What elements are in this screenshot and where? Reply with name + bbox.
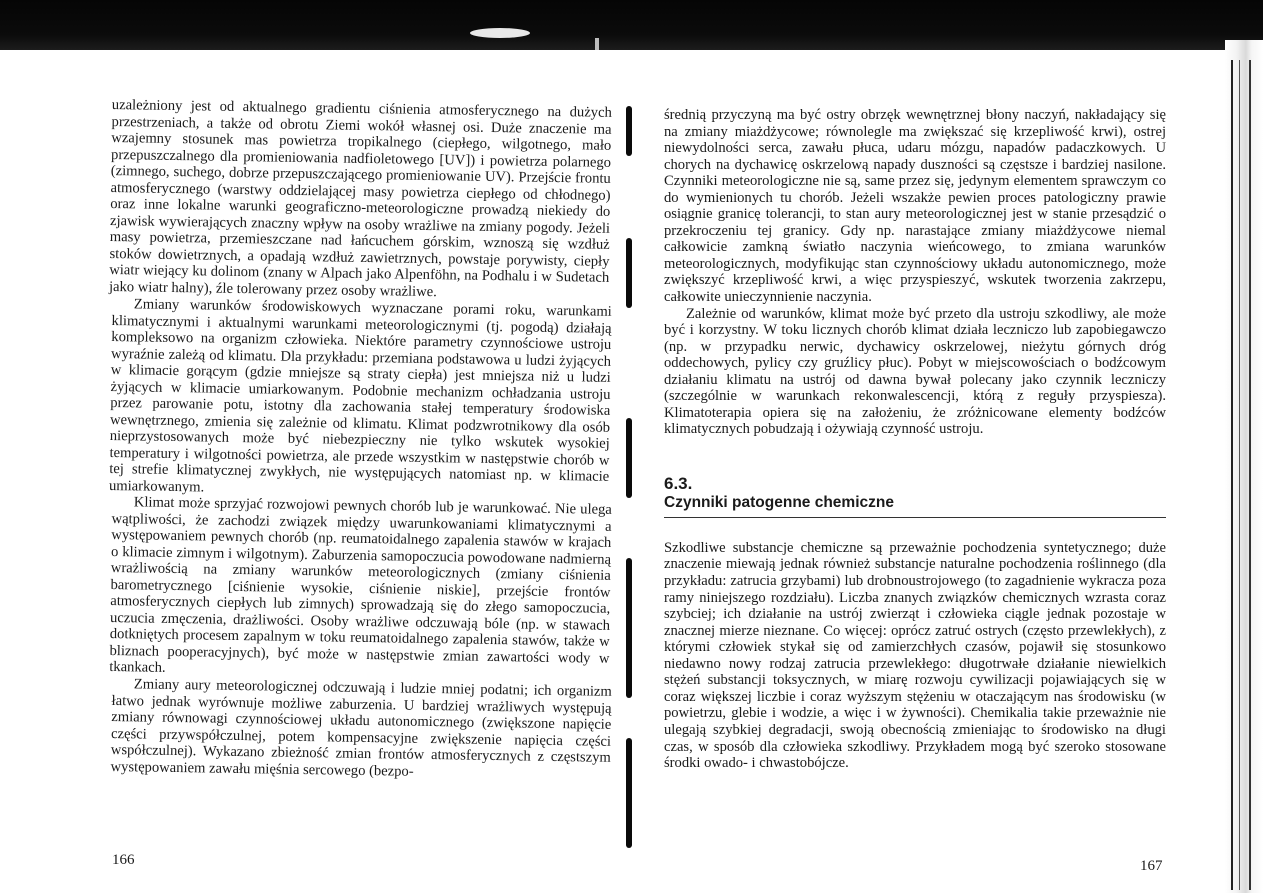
scan-tick xyxy=(595,38,599,50)
spine-mark xyxy=(626,106,632,156)
section-number: 6.3. xyxy=(664,473,693,493)
right-paragraph-3: Szkodliwe substancje chemiczne są przeważnie pochodzenia syntetycznego; duże znaczenie miewają jednak również substancje naturalne pochodzenia roślinnego (dla przykładu: zatrucia grzybami) lub drobnoustrojowego (to zagadnienie wykracza poza ramy niniejszego rozdziału). Liczba znanych związków chemicznych wzrasta coraz szybciej; ich działanie na ustrój zwierząt i człowieka ciągle jednak pozostaje w znacznej mierze nieznane. Co więcej: oprócz zatruć ostrych (często przewlekłych), z którymi człowiek stykał się od zamierzchłych czasów, pojawił się stosunkowo niedawno nowy rodzaj zatrucia przewlekłego: długotrwałe działanie niewielkich stężeń substancji toksycznych, w miarę rozwoju cywilizacji pojawiających się w coraz większej liczbie i coraz wyższym stężeniu w otaczającym nas środowisku (w powietrzu, glebie i wodzie, a więc i w żywności). Chemikalia takie przeważnie nie ulegają szybkiej degradacji, swoją obecnością zmieniając to środowisko na długi czas, w sposób dla człowieka szkodliwy. Przykładem mogą być szeroko stosowane środki owado- i chwastobójcze. xyxy=(664,539,1166,772)
spine-mark xyxy=(626,558,632,698)
left-paragraph-4: Zmiany aury meteorologicznej odczuwają i ludzie mniej podatni; ich organizm łatwo jednak wyrównuje możliwe zaburzenia. U bardziej wrażliwych występują zmiany równowagi czynnościowej układu autonomicznego (zwiększone napięcie części przywspółczulnej, potem kompensacyjne zwiększenie napięcia części współczulnej). Wykazano zbieżność zmian frontów atmosferycznych z częstszym występowaniem zawału mięśnia sercowego (bezpo- xyxy=(110,676,612,780)
edge-line xyxy=(1239,60,1240,890)
spine-mark xyxy=(626,238,632,308)
right-paragraph-2: Zależnie od warunków, klimat może być przeto dla ustroju szkodliwy, ale może być i korzystny. W toku licznych chorób klimat działa leczniczo lub zapobiegawczo (np. w przypadku nerwic, dychawicy oskrzelowej, nieżytu górnych dróg oddechowych, pylicy czy gruźlicy płuc). Pobyt w miejscowościach o bodźcowym działaniu klimatu na ustrój od dawna bywał polecany jako czynnik leczniczy (szczególnie w warunkach rekonwalescencji, którą z reguły przyspiesza). Klimatoterapia opiera się na założeniu, że zróżnicowane elementy bodźców klimatycznych pobudzają i ożywiają czynność ustroju. xyxy=(664,305,1166,438)
left-paragraph-3: Klimat może sprzyjać rozwojowi pewnych chorób lub je warunkować. Nie ulega wątpliwości, że zachodzi związek między uwarunkowaniami klimatycznymi a występowaniem pewnych chorób (np. reumatoidalnego zapalenia stawów w krajach o klimacie zimnym i wilgotnym). Zaburzenia samopoczucia powodowane nadmierną wrażliwością na zmiany warunków meteorologicznych (zmiany ciśnienia barometrycznego [ciśnienie wysokie, ciśnienie niskie], przejście frontów atmosferycznych ciepłych lub zimnych) sprowadzają się do złego samopoczucia, uczucia zmęczenia, drażliwości. Osoby wrażliwe odczuwają bóle (np. w stawach dotkniętych procesem zapalnym w toku reumatoidalnego zapalenia stawów, także w bliznach pooperacyjnych), być może w następstwie zmian zawartości wody w tkankach. xyxy=(109,494,612,677)
left-paragraph-2: Zmiany warunków środowiskowych wyznaczane porami roku, warunkami klimatycznymi i aktualnymi warunkami meteorologicznymi (tj. pogodą) działają kompleksowo na organizm człowieka. Niektóre parametry czynnościowe ustroju wyraźnie zależą od klimatu. Dla przykładu: przemiana podstawowa u ludzi żyjących w klimacie gorącym (gdzie mniejsze są straty ciepła) jest mniejsza niż u ludzi żyjących w klimacie umiarkowanym. Podobnie mechanizm ochładzania ustroju przez parowanie potu, istotny dla zachowania stałej temperatury środowiska wewnętrznego, zmienia się zależnie od klimatu. Klimat podzwrotnikowy dla osób nieprzystosowanych może być niebezpieczny nie tylko wskutek wysokiej temperatury i wilgotności powietrza, ale przede wszystkim w następstwie chorób w tej strefie klimatycznej zwykłych, nie występujących natomiast np. w klimacie umiarkowanym. xyxy=(108,295,612,496)
scan-fleck xyxy=(470,28,530,38)
section-heading xyxy=(664,474,1166,518)
spine-mark xyxy=(626,418,632,498)
right-page xyxy=(664,107,1166,772)
spine-mark xyxy=(626,738,632,848)
book-spine xyxy=(622,88,640,868)
left-paragraph-1: uzależniony jest od aktualnego gradientu ciśnienia atmosferycznego na dużych przestrzeniach, a także od obrotu Ziemi wokół własnej osi. Duże znaczenie ma wzajemny stosunek mas powietrza tropikalnego (ciepłego, wilgotnego, mało przepuszczalnego dla promieniowania nadfioletowego [UV]) i powietrza polarnego (zimnego, suchego, dobrze przepuszczającego promieniowanie UV). Przejście frontu atmosferycznego (warstwy oddzielającej masy powietrza ciepłego od chłodnego) oraz inne lokalne warunki geograficzno-meteorologiczne prowadzą niekiedy do zjawisk wywierających znaczny wpływ na osoby wrażliwe na zmiany pogody. Jeżeli masy powietrza, przemieszczane nad łańcuchem górskim, wznoszą się wzdłuż stoków dowietrznych, a opadają wzdłuż zawietrznych, powstaje porywisty, ciepły wiatr wiejący ku dolinom (znany w Alpach jako Alpenföhn, na Podhalu i w Sudetach jako wiatr halny), źle tolerowany przez osoby wrażliwe. xyxy=(108,97,612,301)
edge-line xyxy=(1231,60,1233,890)
page-number-right: 167 xyxy=(1140,858,1163,874)
left-page xyxy=(108,97,612,780)
page-number-left: 166 xyxy=(112,852,135,868)
right-paragraph-1: średnią przyczyną ma być ostry obrzęk wewnętrznej błony naczyń, nakładający się na zmiany miażdżycowe; równolegle ma zwiększać się krzepliwość krwi), ostrej niewydolności serca, zawału płuca, udaru mózgu, napadów padaczkowych. U chorych na dychawicę oskrzelową napady duszności są częstsze i bardziej nasilone. Czynniki meteorologiczne nie są, same przez się, jedynym elementem sprawczym co do wymienionych tu chorób. Jeżeli wszakże pewien proces patologiczny prawie osiągnie granicę tolerancji, to stan aury meteorologicznej jest w stanie przesądzić o przekroczeniu tej granicy. Gdy np. narastające zmiany miażdżycowe niemal całkowicie zamkną światło naczynia wieńcowego, to zmiana warunków meteorologicznych, modyfikując stan czynnościowy układu autonomicznego, może zwiększyć krzepliwość krwi, a więc przyspieszyć, wskutek tworzenia zakrzepu, całkowite unieczynnienie naczynia. xyxy=(664,107,1166,306)
scan-top-band xyxy=(0,0,1263,50)
section-title: Czynniki patogenne chemiczne xyxy=(664,493,894,511)
scan-right-edge xyxy=(1225,40,1263,893)
edge-line xyxy=(1249,60,1251,890)
